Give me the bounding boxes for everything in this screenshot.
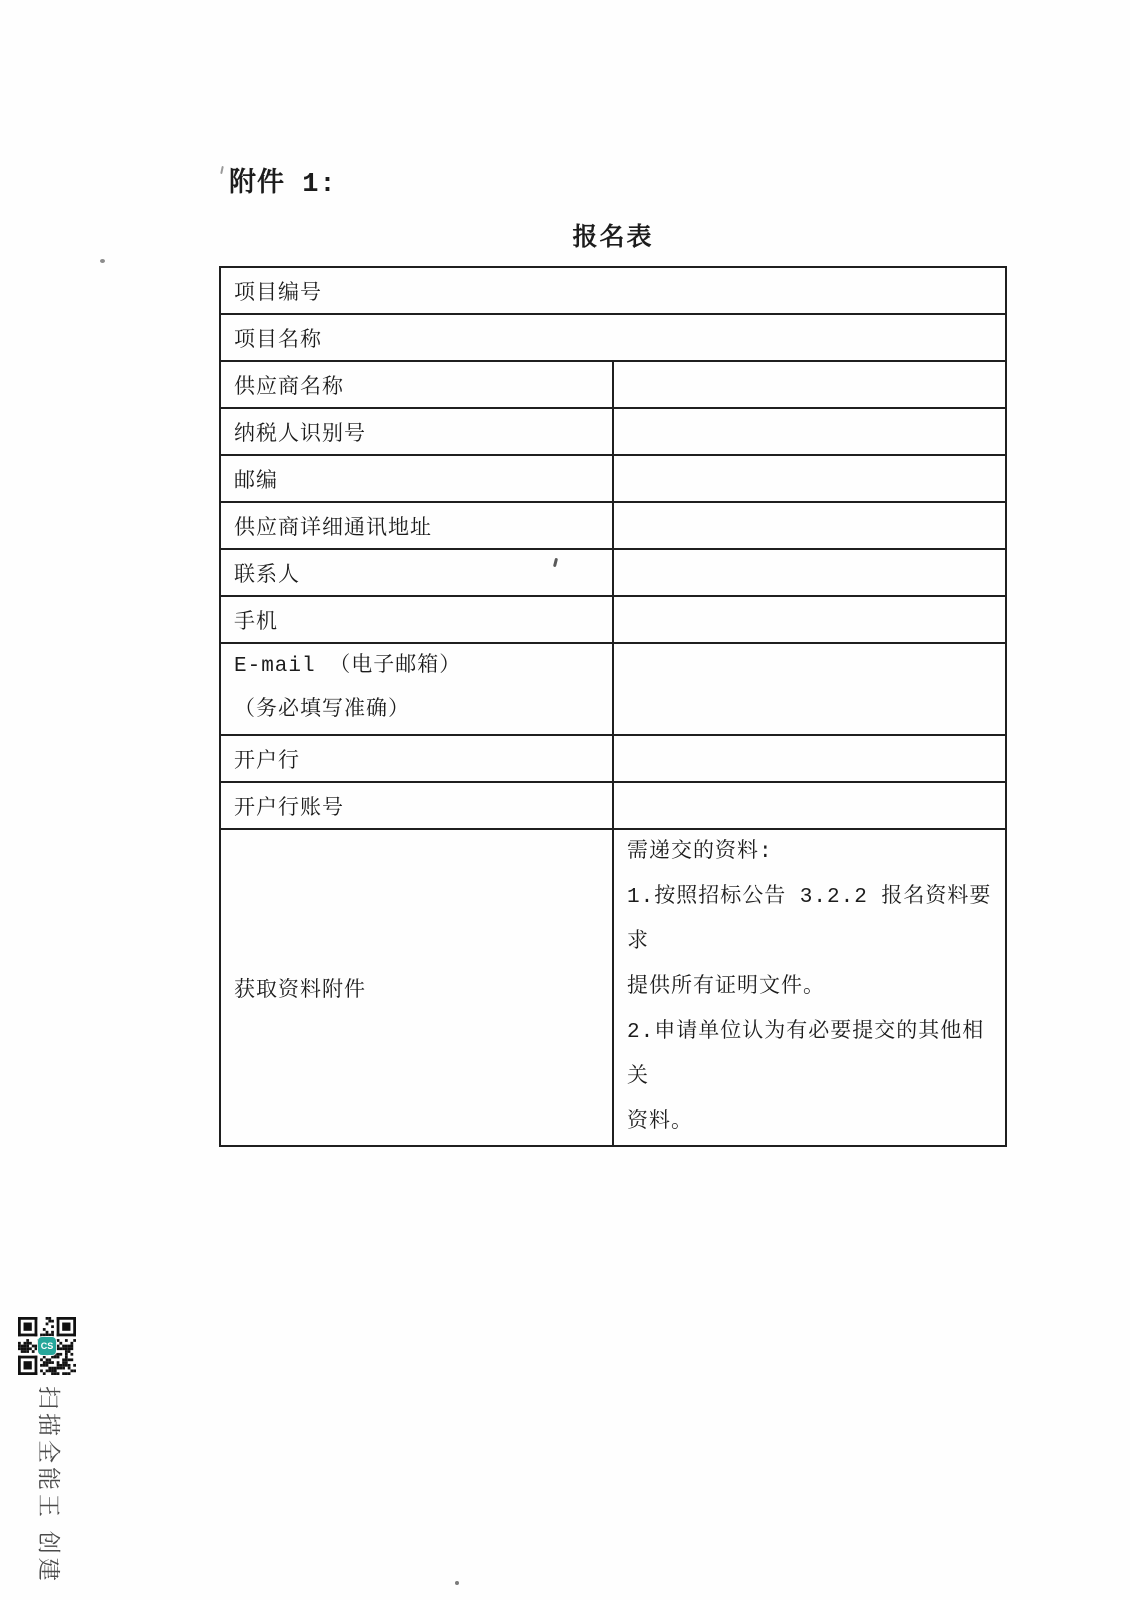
form-title: 报名表	[572, 224, 654, 253]
row-value-cell	[613, 408, 1006, 455]
row-value-cell	[613, 361, 1006, 408]
email-label-line2: （务必填写准确）	[234, 699, 410, 722]
row-label: 项目编号	[220, 267, 1006, 314]
materials-required-cell	[613, 829, 1006, 1146]
materials-line: 提供所有证明文件。	[627, 976, 825, 999]
row-label: 手机	[220, 596, 613, 643]
row-label: 开户行账号	[220, 782, 613, 829]
materials-line: 资料。	[627, 1111, 693, 1134]
materials-line: 2.申请单位认为有必要提交的其他相关	[627, 1021, 985, 1089]
row-label: 获取资料附件	[220, 829, 613, 1146]
row-value-cell	[613, 502, 1006, 549]
row-value-cell	[613, 643, 1006, 735]
camscanner-qr-code	[18, 1317, 76, 1375]
row-label	[220, 643, 613, 735]
camscanner-logo-icon: CS	[38, 1337, 56, 1355]
row-label: 项目名称	[220, 314, 1006, 361]
table-row-postal-code	[220, 455, 1006, 502]
table-row-bank-account	[220, 782, 1006, 829]
materials-line: 需递交的资料:	[627, 841, 773, 864]
row-label: 开户行	[220, 735, 613, 782]
row-value-cell	[613, 596, 1006, 643]
table-row-supplier-name	[220, 361, 1006, 408]
attachment-label: 附件 1:	[229, 170, 337, 200]
email-label-line1: E-mail （电子邮箱）	[234, 655, 462, 678]
row-value-cell	[613, 735, 1006, 782]
row-value-cell	[613, 549, 1006, 596]
registration-form-table	[219, 266, 1007, 1147]
table-row-project-number	[220, 267, 1006, 314]
table-row-bank	[220, 735, 1006, 782]
table-row-email	[220, 643, 1006, 735]
table-row-mobile	[220, 596, 1006, 643]
row-label: 纳税人识别号	[220, 408, 613, 455]
table-row-materials	[220, 829, 1006, 1146]
row-label: 联系人	[220, 549, 613, 596]
scan-speck	[100, 259, 105, 263]
row-label: 邮编	[220, 455, 613, 502]
table-row-project-name	[220, 314, 1006, 361]
row-value-cell	[613, 455, 1006, 502]
scan-speck	[455, 1581, 459, 1585]
camscanner-caption: 扫描全能王 创建	[36, 1386, 61, 1585]
scan-speck	[220, 166, 224, 174]
row-label: 供应商详细通讯地址	[220, 502, 613, 549]
materials-line: 1.按照招标公告 3.2.2 报名资料要求	[627, 886, 992, 954]
row-value-cell	[613, 782, 1006, 829]
table-row-supplier-address	[220, 502, 1006, 549]
table-row-taxpayer-id	[220, 408, 1006, 455]
table-row-contact-person	[220, 549, 1006, 596]
row-label: 供应商名称	[220, 361, 613, 408]
